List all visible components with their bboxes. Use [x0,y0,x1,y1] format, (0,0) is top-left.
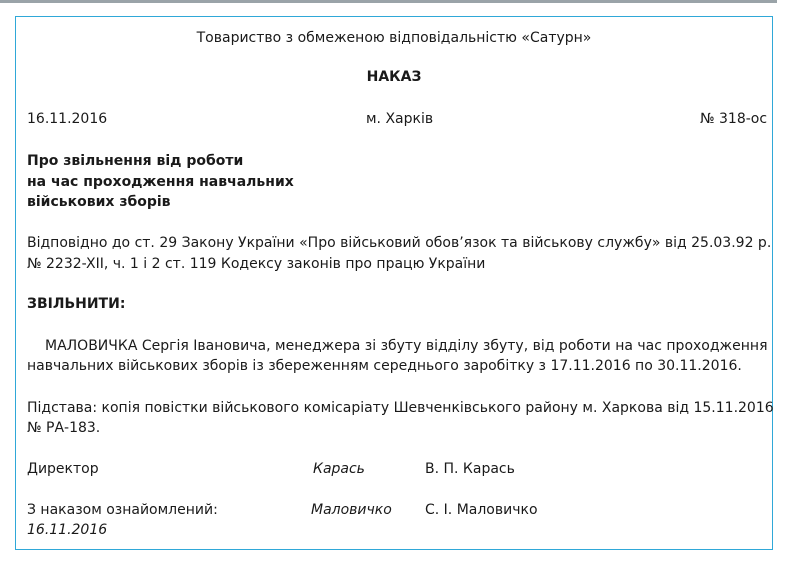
acquainted-date: 16.11.2016 [27,522,108,538]
basis-law-line-1: Відповідно до ст. 29 Закону України «Про військовий обов’язок та військову службу» від 25.03.92 р. [27,235,772,251]
order-text-line-1: МАЛОВИЧКА Сергія Івановича, менеджера зі збуту відділу збуту, від роботи на час проходження [45,338,768,354]
order-number: № 318-ос [700,111,768,127]
ground-line-2: № РА-183. [27,420,101,436]
acquainted-signature: Маловичко [311,502,392,518]
acquainted-label: З наказом ознайомлений: [27,502,218,518]
subject-line-2: на час проходження навчальних [27,174,294,190]
order-text-line-2: навчальних військових зборів із збереженням середнього заробітку з 17.11.2016 по 30.11.2016. [27,358,742,374]
basis-law-line-2: № 2232-XII, ч. 1 і 2 ст. 119 Кодексу законів про працю України [27,256,486,272]
subject-line-3: військових зборів [27,194,171,210]
acquainted-name: С. І. Маловичко [425,502,538,518]
order-city: м. Харків [366,111,434,127]
order-heading: ЗВІЛЬНИТИ: [27,296,126,312]
document-type-title: НАКАЗ [366,69,422,85]
document-frame [15,16,773,550]
top-divider [0,0,777,3]
subject-line-1: Про звільнення від роботи [27,153,244,169]
director-label: Директор [27,461,99,477]
director-name: В. П. Карась [425,461,515,477]
director-signature: Карась [313,461,365,477]
ground-line-1: Підстава: копія повістки військового комісаріату Шевченківського району м. Харкова від 15.11.2016 [27,400,774,416]
organization-name: Товариство з обмеженою відповідальністю «Сатурн» [196,30,592,46]
order-date: 16.11.2016 [27,111,108,127]
